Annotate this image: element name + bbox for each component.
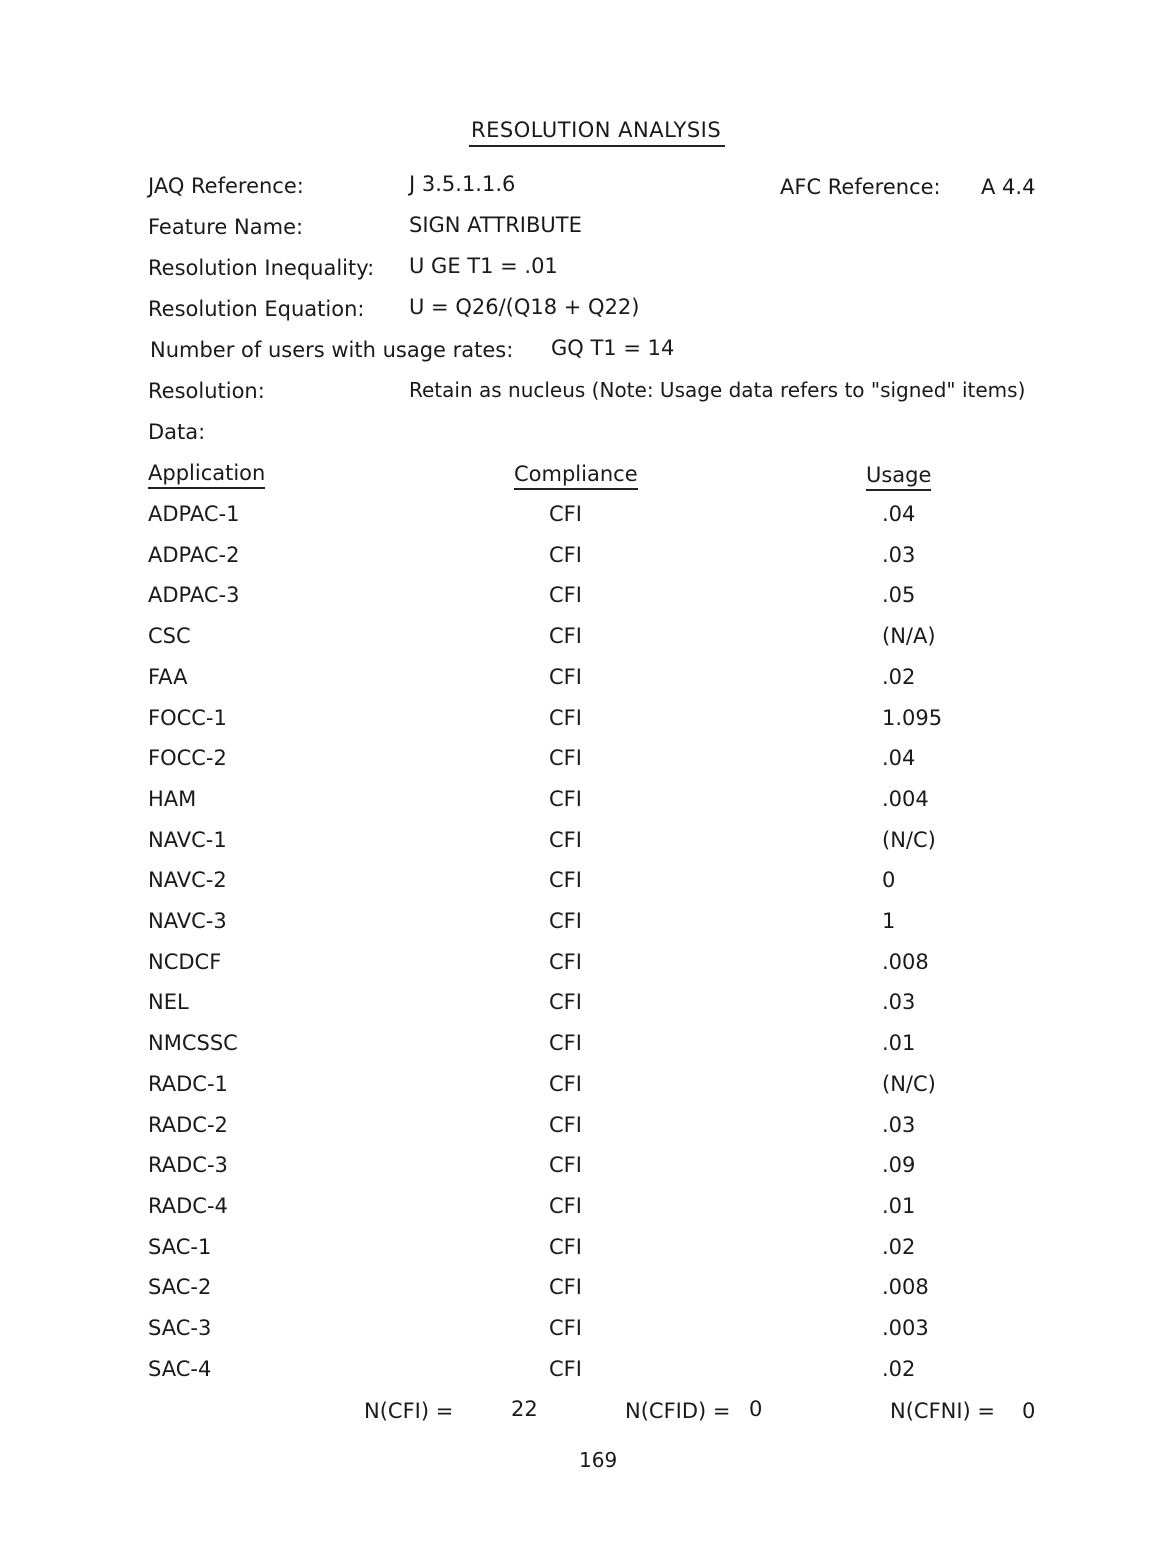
equation-value: U = Q26/(Q18 + Q22) [409,295,640,319]
application-cell: HAM [148,787,197,811]
compliance-cell: CFI [549,1072,582,1096]
resolution-value: Retain as nucleus (Note: Usage data refers to "signed" items) [409,378,1026,402]
data-label: Data: [148,420,206,444]
application-cell: NAVC-3 [148,909,227,933]
usage-cell: 0 [882,868,896,892]
feature-value: SIGN ATTRIBUTE [409,213,582,237]
table-row [0,952,1162,982]
application-cell: NCDCF [148,950,222,974]
compliance-cell: CFI [549,665,582,689]
cfni-total-label: N(CFNI) = [890,1399,996,1423]
application-cell: ADPAC-3 [148,583,240,607]
inequality-value: U GE T1 = .01 [409,254,558,278]
usage-cell: .05 [882,583,916,607]
column-header-usage: Usage [866,465,931,491]
table-row [0,911,1162,941]
page-number: 169 [579,1448,618,1472]
table-row [0,789,1162,819]
compliance-cell: CFI [549,787,582,811]
feature-label: Feature Name: [148,215,304,239]
application-cell: ADPAC-1 [148,502,240,526]
application-cell: RADC-3 [148,1153,228,1177]
application-cell: FOCC-1 [148,706,227,730]
compliance-cell: CFI [549,868,582,892]
usage-cell: .02 [882,665,916,689]
application-cell: FAA [148,665,188,689]
usage-cell: .03 [882,1113,916,1137]
application-cell: SAC-2 [148,1275,212,1299]
application-cell: RADC-1 [148,1072,228,1096]
table-row [0,504,1162,534]
compliance-cell: CFI [549,583,582,607]
usage-cell: .04 [882,502,916,526]
application-cell: NAVC-2 [148,868,227,892]
usage-cell: (N/A) [882,624,936,648]
usage-cell: .008 [882,950,929,974]
compliance-cell: CFI [549,1113,582,1137]
application-cell: RADC-4 [148,1194,228,1218]
table-row [0,830,1162,860]
application-cell: NAVC-1 [148,828,227,852]
usage-cell: .02 [882,1235,916,1259]
application-cell: NEL [148,990,189,1014]
compliance-cell: CFI [549,706,582,730]
column-header-compliance: Compliance [514,464,638,490]
table-row [0,1033,1162,1063]
table-row [0,1074,1162,1104]
application-cell: NMCSSC [148,1031,238,1055]
compliance-cell: CFI [549,990,582,1014]
users-label: Number of users with usage rates: [150,338,514,362]
usage-cell: .03 [882,990,916,1014]
table-row [0,585,1162,615]
usage-cell: .004 [882,787,929,811]
resolution-label: Resolution: [148,379,265,403]
compliance-cell: CFI [549,624,582,648]
jaq-label: JAQ Reference: [148,174,304,198]
application-cell: CSC [148,624,191,648]
usage-cell: .003 [882,1316,929,1340]
page-title: RESOLUTION ANALYSIS [469,120,725,147]
compliance-cell: CFI [549,1031,582,1055]
compliance-cell: CFI [549,828,582,852]
table-row [0,1318,1162,1348]
table-row [0,545,1162,575]
inequality-label: Resolution Inequality: [148,256,375,280]
table-row [0,1277,1162,1307]
usage-cell: (N/C) [882,828,936,852]
jaq-value: J 3.5.1.1.6 [409,172,516,196]
afc-label: AFC Reference: [780,175,941,199]
usage-cell: 1 [882,909,896,933]
usage-cell: .01 [882,1031,916,1055]
column-header-application: Application [148,463,265,489]
table-row [0,1155,1162,1185]
table-row [0,1237,1162,1267]
application-cell: FOCC-2 [148,746,227,770]
table-row [0,1115,1162,1145]
table-row [0,748,1162,778]
table-row [0,667,1162,697]
compliance-cell: CFI [549,543,582,567]
application-cell: SAC-3 [148,1316,212,1340]
compliance-cell: CFI [549,950,582,974]
cfi-total-value: 22 [511,1397,538,1421]
usage-cell: .04 [882,746,916,770]
application-cell: SAC-1 [148,1235,212,1259]
compliance-cell: CFI [549,502,582,526]
usage-cell: (N/C) [882,1072,936,1096]
table-row [0,626,1162,656]
usage-cell: .09 [882,1153,916,1177]
cfid-total-label: N(CFID) = [625,1399,731,1423]
usage-cell: 1.095 [882,706,943,730]
usage-cell: .01 [882,1194,916,1218]
table-row [0,708,1162,738]
cfni-total-value: 0 [1022,1399,1036,1423]
cfid-total-value: 0 [749,1397,763,1421]
application-cell: RADC-2 [148,1113,228,1137]
usage-cell: .02 [882,1357,916,1381]
compliance-cell: CFI [549,1316,582,1340]
table-row [0,1196,1162,1226]
table-row [0,1359,1162,1389]
usage-cell: .008 [882,1275,929,1299]
usage-cell: .03 [882,543,916,567]
compliance-cell: CFI [549,909,582,933]
equation-label: Resolution Equation: [148,297,365,321]
application-cell: SAC-4 [148,1357,212,1381]
table-row [0,992,1162,1022]
cfi-total-label: N(CFI) = [364,1399,454,1423]
compliance-cell: CFI [549,1357,582,1381]
compliance-cell: CFI [549,1153,582,1177]
compliance-cell: CFI [549,1275,582,1299]
compliance-cell: CFI [549,746,582,770]
afc-value: A 4.4 [981,175,1036,199]
users-value: GQ T1 = 14 [551,336,675,360]
compliance-cell: CFI [549,1194,582,1218]
compliance-cell: CFI [549,1235,582,1259]
application-cell: ADPAC-2 [148,543,240,567]
table-row [0,870,1162,900]
